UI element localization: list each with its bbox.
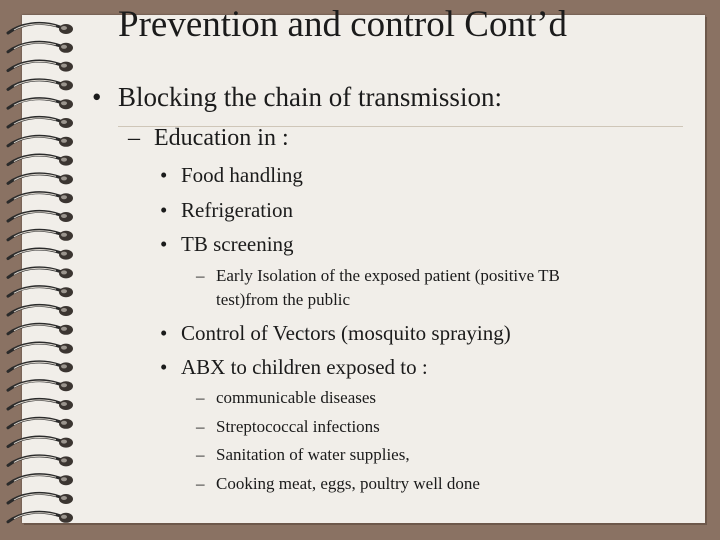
education-item: Refrigeration [181,198,293,222]
abx-item: Cooking meat, eggs, poultry well done [216,474,480,493]
binding-hole-shine [61,158,67,162]
dash-marker: – [196,445,205,464]
binding-hole-shine [61,346,67,350]
binding-hole-shine [61,402,67,406]
binding-hole-shine [61,64,67,68]
binding-hole-shine [61,477,67,481]
binding-hole-shine [61,26,67,30]
binding-hole-shine [61,496,67,500]
spiral-binding-icon [0,0,100,540]
binding-hole-shine [61,458,67,462]
binding-hole-shine [61,176,67,180]
dash-marker: – [196,388,205,407]
binding-hole-shine [61,101,67,105]
binding-hole-shine [61,289,67,293]
bullet-blocking-chain: Blocking the chain of transmission: [118,82,502,112]
bullet-marker: • [160,355,168,379]
dash-marker: – [128,125,140,151]
binding-hole-shine [61,139,67,143]
education-item: TB screening [181,232,294,256]
bullet-marker: • [160,321,168,345]
other-item: ABX to children exposed to : [181,355,428,379]
slide-title: Prevention and control Cont’d [118,4,568,45]
dash-marker: – [196,417,205,436]
bullet-marker: • [92,82,102,112]
binding-hole-shine [61,252,67,256]
binding-hole-shine [61,214,67,218]
tb-note-line: Early Isolation of the exposed patient (positive TB [216,266,560,285]
dash-marker: – [196,474,205,493]
binding-hole-shine [61,233,67,237]
binding-hole-shine [61,270,67,274]
abx-item: communicable diseases [216,388,377,407]
sub-heading-education: Education in : [154,125,289,151]
binding-hole-shine [61,45,67,49]
binding-hole-shine [61,383,67,387]
abx-item: Sanitation of water supplies, [216,445,410,464]
other-item: Control of Vectors (mosquito spraying) [181,321,511,345]
abx-item: Streptococcal infections [216,417,380,436]
binding-hole-shine [61,82,67,86]
binding-hole-shine [61,327,67,331]
binding-hole-shine [61,195,67,199]
education-item: Food handling [181,163,303,187]
dash-marker: – [196,266,205,285]
binding-hole-shine [61,120,67,124]
binding-hole-shine [61,308,67,312]
tb-note-line: test)from the public [216,290,351,309]
binding-hole-shine [61,515,67,519]
binding-hole-shine [61,421,67,425]
binding-hole-shine [61,440,67,444]
bullet-marker: • [160,163,168,187]
bullet-marker: • [160,198,168,222]
bullet-marker: • [160,232,168,256]
binding-hole-shine [61,364,67,368]
